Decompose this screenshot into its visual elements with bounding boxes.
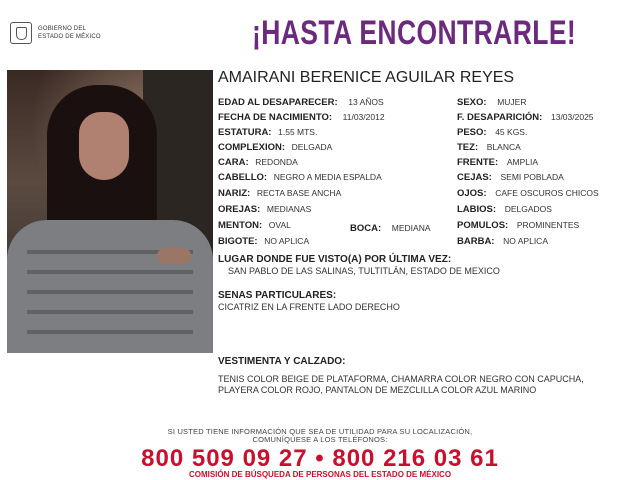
field-estatura: [218, 126, 317, 139]
field-f-desaparicion: [457, 111, 594, 124]
field-label: BOCA:: [350, 223, 382, 234]
field-value: 11/03/2012: [342, 112, 385, 122]
field-value: OVAL: [268, 220, 291, 230]
field-sexo: [457, 96, 526, 109]
vestimenta-label: VESTIMENTA Y CALZADO:: [218, 356, 346, 367]
field-value: DELGADOS: [504, 204, 552, 214]
field-value: NO APLICA: [264, 236, 310, 246]
field-value: CAFE OSCUROS CHICOS: [495, 188, 599, 198]
senas-label: SENAS PARTICULARES:: [218, 290, 337, 301]
field-label: MENTON:: [218, 220, 263, 231]
field-label: ESTATURA:: [218, 127, 272, 138]
field-label: CABELLO:: [218, 172, 268, 183]
government-logo: [10, 22, 120, 46]
location-label: LUGAR DONDE FUE VISTO(A) POR ÚLTIMA VEZ:: [218, 254, 452, 265]
field-label: NARIZ:: [218, 188, 251, 199]
field-ojos: [457, 187, 599, 200]
field-value: SEMI POBLADA: [500, 172, 564, 182]
field-bigote: [218, 235, 309, 248]
logo-text-line-1: GOBIERNO DEL: [38, 26, 87, 32]
field-label: TEZ:: [457, 142, 479, 153]
field-value: DELGADA: [291, 142, 333, 152]
logo-text: [38, 25, 101, 41]
field-pomulos: [457, 219, 579, 232]
field-value: MUJER: [497, 97, 527, 107]
field-label: F. DESAPARICIÓN:: [457, 112, 543, 123]
field-value: MEDIANAS: [266, 204, 312, 214]
field-value: 1.55 MTS.: [278, 127, 318, 137]
field-value: MEDIANA: [391, 223, 431, 233]
footer-agency: COMISIÓN DE BÚSQUEDA DE PERSONAS DEL ESTADO DE MÉXICO: [188, 470, 452, 479]
phone-numbers: 800 509 09 27 • 800 216 03 61: [141, 445, 499, 472]
logo-text-line-2: ESTADO DE MÉXICO: [38, 34, 101, 40]
field-label: FECHA DE NACIMIENTO:: [218, 112, 332, 123]
state-seal-icon: [10, 22, 32, 44]
field-boca: [350, 222, 431, 235]
field-label: FRENTE:: [457, 157, 499, 168]
field-label: SEXO:: [457, 97, 487, 108]
field-value: NO APLICA: [503, 236, 548, 246]
field-nariz: [218, 187, 341, 200]
field-value: 45 KGS.: [495, 127, 528, 137]
field-label: CEJAS:: [457, 172, 492, 183]
contact-note-line-2: COMUNÍQUESE A LOS TELÉFONOS:: [252, 435, 388, 444]
missing-person-photo: [7, 70, 213, 353]
person-name: AMAIRANI BERENICE AGUILAR REYES: [218, 69, 515, 86]
field-labios: [457, 203, 552, 216]
field-cabello: [218, 171, 382, 184]
field-complexion: [218, 141, 332, 154]
field-label: OJOS:: [457, 188, 487, 199]
field-value: BLANCA: [486, 142, 521, 152]
field-label: BIGOTE:: [218, 236, 258, 247]
field-label: BARBA:: [457, 236, 495, 247]
field-value: 13 AÑOS: [348, 97, 384, 107]
field-label: PESO:: [457, 127, 487, 138]
field-cara: [218, 156, 298, 169]
field-label: LABIOS:: [457, 204, 497, 215]
field-fecha-nacimiento: [218, 111, 385, 124]
field-value: REDONDA: [255, 157, 298, 167]
field-peso: [457, 126, 527, 139]
contact-note-line-1: SI USTED TIENE INFORMACIÓN QUE SEA DE UTILIDAD PARA SU LOCALIZACIÓN,: [167, 427, 473, 436]
field-value: PROMINENTES: [516, 220, 580, 230]
field-orejas: [218, 203, 311, 216]
field-label: COMPLEXION:: [218, 142, 286, 153]
senas-value: CICATRIZ EN LA FRENTE LADO DERECHO: [218, 302, 400, 312]
field-edad: [218, 96, 384, 109]
field-cejas: [457, 171, 564, 184]
field-value: NEGRO A MEDIA ESPALDA: [273, 172, 382, 182]
vestimenta-line-1: TENIS COLOR BEIGE DE PLATAFORMA, CHAMARRA COLOR NEGRO CON CAPUCHA,: [218, 374, 584, 384]
field-barba: [457, 235, 548, 248]
headline: ¡HASTA ENCONTRARLE!: [252, 14, 577, 52]
vestimenta-line-2: PLAYERA COLOR ROJO, PANTALON DE MEZCLILLA COLOR AZUL MARINO: [218, 385, 537, 395]
field-label: OREJAS:: [218, 204, 261, 215]
location-value: SAN PABLO DE LAS SALINAS, TULTITLÁN, ESTADO DE MEXICO: [228, 266, 500, 276]
field-menton: [218, 219, 291, 232]
field-value: RECTA BASE ANCHA: [256, 188, 342, 198]
field-frente: [457, 156, 538, 169]
field-tez: [457, 141, 521, 154]
field-label: POMULOS:: [457, 220, 509, 231]
field-label: EDAD AL DESAPARECER:: [218, 97, 338, 108]
field-label: CARA:: [218, 157, 249, 168]
field-value: AMPLIA: [506, 157, 538, 167]
field-value: 13/03/2025: [550, 112, 594, 122]
